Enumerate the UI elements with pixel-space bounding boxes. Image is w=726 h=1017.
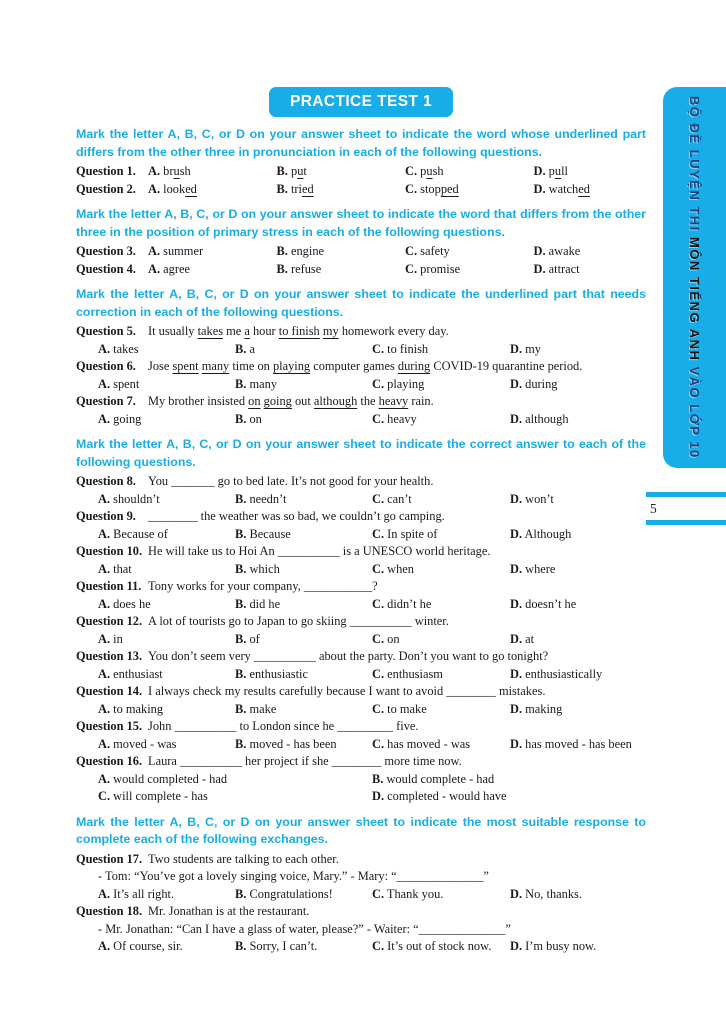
- question-text: [148, 324, 449, 338]
- answer-option: B. of: [235, 631, 260, 646]
- answer-option: C. enthusiasm: [372, 666, 443, 681]
- question-label: Question 11.: [76, 579, 142, 593]
- answer-option: B. moved - has been: [235, 736, 337, 751]
- answer-option-key: C.: [372, 886, 385, 901]
- answer-option-key: C.: [372, 526, 385, 541]
- sidebar-text-segment: VÀO LỚP 10: [687, 366, 702, 459]
- sidebar-vertical-text: [687, 96, 702, 459]
- text-segment: look: [163, 181, 186, 196]
- answer-option-key: B.: [235, 341, 247, 356]
- answer-option-key: B.: [235, 596, 247, 611]
- text-segment: p: [290, 164, 298, 178]
- question-block: [76, 163, 646, 181]
- question-block: [76, 181, 646, 199]
- question-text: John __________ to London since he _________ five.: [148, 719, 419, 733]
- question-line: [76, 613, 646, 631]
- answer-options-row: [76, 938, 646, 956]
- answer-options-row: [76, 411, 646, 429]
- answer-option: A. that: [98, 561, 132, 576]
- answer-option-key: D.: [372, 789, 385, 803]
- page-number-box: [646, 492, 726, 525]
- answer-option: D. completed - would have: [372, 789, 507, 803]
- answer-option-key: C.: [372, 701, 385, 716]
- question-text: He will take us to Hoi An __________ is a UNESCO world heritage.: [148, 544, 491, 558]
- question-text: [148, 359, 582, 373]
- answer-option: [277, 181, 406, 199]
- answer-option-key: C.: [372, 411, 385, 426]
- answer-option-key: D.: [510, 341, 523, 356]
- page-number: 5: [650, 500, 657, 516]
- question-label: Question 4.: [76, 261, 136, 276]
- question-label: Question 10.: [76, 544, 143, 558]
- answer-option-key: B.: [235, 886, 247, 901]
- answer-option-key: B.: [235, 736, 247, 751]
- answer-option: B. engine: [276, 244, 325, 258]
- answer-option: B. Congratulations!: [235, 886, 333, 901]
- answer-option: D. during: [510, 376, 558, 391]
- sidebar-text-segment: BỘ ĐỀ LUYỆN THI: [687, 96, 702, 238]
- section: [76, 126, 646, 198]
- answer-options-row: [76, 701, 646, 719]
- answer-option: B. make: [235, 701, 277, 716]
- question-block: [76, 753, 646, 806]
- question-block: [76, 358, 646, 393]
- answer-option-key: C.: [372, 666, 385, 681]
- page-number-bottom-rule: [646, 520, 726, 525]
- answer-option: D. although: [510, 411, 569, 426]
- text-segment: hour: [249, 324, 279, 338]
- underlined-segment: ed: [302, 181, 314, 196]
- question-line: [76, 358, 646, 376]
- text-segment: tri: [290, 181, 302, 196]
- question-label: Question 6.: [76, 359, 136, 373]
- answer-option: C. to finish: [372, 341, 429, 356]
- answer-option: C. has moved - was: [372, 736, 471, 751]
- question-label: Question 17.: [76, 851, 143, 866]
- question-block: [76, 393, 646, 428]
- answer-option-key: A.: [98, 771, 111, 786]
- underlined-segment: ped: [440, 181, 459, 196]
- answer-options-row: [76, 788, 646, 806]
- text-segment: p: [548, 164, 555, 178]
- practice-test-title-box: [269, 87, 453, 117]
- underlined-segment: u: [173, 164, 180, 178]
- question-text: ________ the weather was so bad, we couldn’t go camping.: [148, 509, 445, 523]
- question-label: Question 13.: [76, 649, 143, 663]
- section-instruction: Mark the letter A, B, C, or D on your answer sheet to indicate the most suitable response to complete each of the following exchanges.: [76, 814, 646, 846]
- answer-option-key: D.: [510, 701, 523, 716]
- answer-option: D. enthusiastically: [510, 666, 603, 681]
- answer-option: D. my: [510, 341, 541, 356]
- answer-option: D. making: [510, 701, 563, 716]
- sidebar-text-segment: MÔN TIẾNG ANH: [687, 237, 702, 367]
- answer-option-key: D.: [510, 411, 523, 426]
- answer-option-key: A.: [98, 666, 111, 681]
- answer-option: A. summer: [148, 244, 204, 258]
- answer-option-key: A.: [148, 261, 161, 276]
- answer-options-row: [76, 886, 646, 904]
- answer-option: C. when: [372, 561, 414, 576]
- answer-option-key: D.: [533, 181, 546, 196]
- section-instruction: Mark the letter A, B, C, or D on your answer sheet to indicate the underlined part that needs correction in each of the following questions.: [76, 287, 646, 319]
- question-label: Question 2.: [76, 181, 136, 196]
- question-text: Two students are talking to each other.: [148, 851, 339, 866]
- answer-option-key: C.: [372, 939, 385, 953]
- answer-option: B. did he: [235, 596, 281, 611]
- answer-options-row: [76, 666, 646, 684]
- answer-options-row: [76, 376, 646, 394]
- answer-option-key: A.: [98, 886, 111, 901]
- answer-option: C. on: [372, 631, 400, 646]
- section-instruction: Mark the letter A, B, C, or D on your answer sheet to indicate the word that differs from the other three in the position of primary stress in each of the following questions.: [76, 207, 646, 239]
- answer-options-row: [76, 736, 646, 754]
- underlined-segment: during: [397, 359, 431, 373]
- text-segment: rain.: [408, 394, 434, 408]
- question-line: [76, 543, 646, 561]
- answer-option: [534, 163, 647, 181]
- answer-option: B. a: [235, 341, 255, 356]
- answer-option-key: D.: [510, 666, 523, 681]
- answer-options-row: [76, 341, 646, 359]
- underlined-segment: going: [263, 394, 292, 408]
- answer-option-key: A.: [148, 181, 161, 196]
- answer-option-key: A.: [98, 561, 111, 576]
- question-line: [76, 851, 646, 869]
- answer-option-key: C.: [372, 376, 385, 391]
- answer-option: D. No, thanks.: [510, 886, 582, 901]
- answer-option-key: D.: [533, 164, 546, 178]
- underlined-segment: a: [244, 324, 250, 338]
- answer-option-key: B.: [235, 561, 247, 576]
- answer-option: B. Sorry, I can’t.: [235, 939, 318, 953]
- answer-option-key: C.: [405, 261, 418, 276]
- text-segment: br: [163, 164, 174, 178]
- answer-option-key: A.: [148, 244, 161, 258]
- text-segment: Jose: [148, 359, 173, 373]
- answer-option-key: C.: [372, 631, 385, 646]
- section: [76, 286, 646, 428]
- answer-option: B. enthusiastic: [235, 666, 308, 681]
- question-label: Question 12.: [76, 614, 143, 628]
- answer-option-key: D.: [510, 561, 523, 576]
- text-segment: watch: [548, 181, 579, 196]
- question-line: [76, 243, 646, 261]
- answer-option: B. many: [235, 376, 278, 391]
- answer-option-key: D.: [533, 244, 546, 258]
- text-segment: COVID-19 quarantine period.: [430, 359, 583, 373]
- underlined-segment: although: [313, 394, 358, 408]
- question-line: [76, 718, 646, 736]
- answer-option: D. at: [510, 631, 535, 646]
- answer-option: C. safety: [405, 244, 450, 258]
- question-line: [76, 903, 646, 921]
- test-content: [76, 87, 646, 956]
- question-text: I always check my results carefully because I want to avoid ________ mistakes.: [148, 684, 546, 698]
- answer-option: D. attract: [533, 261, 580, 276]
- answer-option-key: B.: [235, 701, 247, 716]
- answer-option-key: B.: [235, 376, 247, 391]
- answer-option-key: D.: [510, 939, 523, 953]
- text-segment: the: [357, 394, 379, 408]
- practice-test-title: PRACTICE TEST 1: [289, 93, 433, 110]
- answer-option-key: D.: [510, 631, 523, 646]
- answer-option-key: A.: [98, 376, 111, 391]
- question-label: Question 3.: [76, 244, 136, 258]
- answer-option: B. Because: [235, 526, 291, 541]
- answer-option: C. can’t: [372, 491, 412, 506]
- answer-option-key: A.: [98, 939, 111, 953]
- answer-option-key: A.: [98, 631, 111, 646]
- text-segment: me: [223, 324, 245, 338]
- underlined-segment: u: [426, 164, 433, 178]
- question-text: [148, 394, 434, 408]
- question-block: [76, 903, 646, 956]
- sidebar-banner: [663, 87, 726, 468]
- question-block: [76, 543, 646, 578]
- answer-options-row: [76, 561, 646, 579]
- question-line: [76, 163, 646, 181]
- underlined-segment: ed: [578, 181, 590, 196]
- answer-option-key: A.: [98, 411, 111, 426]
- answer-option-key: A.: [148, 164, 161, 178]
- section-instruction: Mark the letter A, B, C, or D on your answer sheet to indicate the correct answer to each of the following questions.: [76, 437, 646, 469]
- answer-option-key: B.: [276, 261, 288, 276]
- answer-option: A. does he: [98, 596, 151, 611]
- answer-option-key: C.: [372, 736, 385, 751]
- answer-option-key: A.: [98, 596, 111, 611]
- underlined-segment: spent: [172, 359, 199, 373]
- question-line: [76, 181, 646, 199]
- answer-option: C. It’s out of stock now.: [372, 939, 492, 953]
- answer-option: [148, 181, 277, 199]
- answer-option: A. would completed - had: [98, 771, 228, 786]
- answer-option: C. promise: [405, 261, 461, 276]
- question-label: Question 15.: [76, 719, 143, 733]
- section: [76, 814, 646, 956]
- text-segment: It usually: [148, 324, 198, 338]
- question-block: [76, 473, 646, 508]
- underlined-segment: u: [554, 164, 562, 178]
- question-line: [76, 323, 646, 341]
- answer-option: [534, 181, 647, 199]
- answer-option-key: A.: [98, 701, 111, 716]
- answer-option-key: D.: [533, 261, 546, 276]
- text-segment: ll: [561, 164, 568, 178]
- text-segment: time on: [229, 359, 273, 373]
- answer-option-key: C.: [372, 561, 385, 576]
- answer-option: C. In spite of: [372, 526, 438, 541]
- answer-option-key: C.: [405, 244, 418, 258]
- answer-option-key: D.: [510, 886, 523, 901]
- answer-option-key: C.: [372, 341, 385, 356]
- answer-options-row: [76, 526, 646, 544]
- text-segment: computer games: [310, 359, 398, 373]
- answer-option: B. on: [235, 411, 262, 426]
- text-segment: homework every day.: [338, 324, 449, 338]
- answer-option: [277, 163, 406, 181]
- underlined-segment: many: [201, 359, 230, 373]
- underlined-segment: on: [248, 394, 261, 408]
- question-block: [76, 613, 646, 648]
- sections-container: [76, 126, 646, 956]
- answer-option-key: C.: [372, 491, 385, 506]
- answer-option: D. I’m busy now.: [510, 939, 597, 953]
- text-segment: stop: [420, 181, 441, 196]
- answer-option: C. didn’t he: [372, 596, 432, 611]
- answer-option-key: C.: [405, 164, 418, 178]
- question-label: Question 8.: [76, 474, 136, 488]
- answer-option-key: A.: [98, 341, 111, 356]
- underlined-segment: u: [297, 164, 304, 178]
- answer-option-key: A.: [98, 526, 111, 541]
- answer-option-key: B.: [235, 491, 247, 506]
- answer-option-key: D.: [510, 526, 523, 541]
- question-line: [76, 753, 646, 771]
- answer-options-row: [76, 491, 646, 509]
- answer-option: D. won’t: [510, 491, 554, 506]
- answer-option: C. will complete - has: [98, 789, 208, 803]
- answer-option: D. Although: [510, 526, 572, 541]
- answer-option-key: D.: [510, 376, 523, 391]
- question-block: [76, 683, 646, 718]
- question-label: Question 14.: [76, 684, 143, 698]
- answer-option: A. takes: [98, 341, 139, 356]
- text-segment: out: [291, 394, 314, 408]
- text-segment: sh: [179, 164, 191, 178]
- answer-option: A. in: [98, 631, 123, 646]
- answer-option-key: B.: [235, 411, 247, 426]
- answer-option-key: B.: [276, 164, 288, 178]
- question-label: Question 7.: [76, 394, 136, 408]
- underlined-segment: ed: [185, 181, 197, 196]
- answer-options-row: [76, 596, 646, 614]
- question-label: Question 16.: [76, 754, 143, 768]
- question-text: A lot of tourists go to Japan to go skiing __________ winter.: [148, 614, 449, 628]
- answer-option: [405, 163, 534, 181]
- answer-option-key: B.: [235, 526, 247, 541]
- text-segment: t: [303, 164, 307, 178]
- question-line: [76, 261, 646, 279]
- answer-option-key: B.: [235, 939, 247, 953]
- answer-options-row: [76, 771, 646, 789]
- answer-option: B. refuse: [276, 261, 322, 276]
- underlined-segment: playing: [272, 359, 311, 373]
- question-text: You don’t seem very __________ about the party. Don’t you want to go tonight?: [148, 649, 549, 663]
- text-segment: My brother insisted: [148, 394, 249, 408]
- question-block: [76, 243, 646, 261]
- question-block: [76, 261, 646, 279]
- answer-option: A. agree: [148, 261, 190, 276]
- answer-option: D. awake: [533, 244, 581, 258]
- underlined-segment: my: [322, 324, 339, 338]
- answer-option: A. enthusiast: [98, 666, 163, 681]
- question-block: [76, 578, 646, 613]
- answer-option: C. heavy: [372, 411, 417, 426]
- answer-option-key: D.: [510, 491, 523, 506]
- answer-option-key: B.: [235, 666, 247, 681]
- answer-option-key: C.: [372, 596, 385, 611]
- question-dialogue: - Tom: “You’ve got a lovely singing voice, Mary.” - Mary: “______________”: [98, 869, 489, 883]
- underlined-segment: heavy: [378, 394, 409, 408]
- answer-option: A. shouldn’t: [98, 491, 160, 506]
- section-instruction: Mark the letter A, B, C, or D on your answer sheet to indicate the word whose underlined part differs from the other three in pronunciation in each of the following questions.: [76, 127, 646, 159]
- question-line: [76, 508, 646, 526]
- answer-option: B. which: [235, 561, 280, 576]
- answer-option: C. playing: [372, 376, 425, 391]
- answer-option-key: B.: [235, 631, 247, 646]
- answer-option: A. It’s all right.: [98, 886, 175, 901]
- question-line: [76, 473, 646, 491]
- question-label: Question 9.: [76, 509, 136, 523]
- text-segment: p: [420, 164, 427, 178]
- question-block: [76, 718, 646, 753]
- answer-option: B. needn’t: [235, 491, 287, 506]
- answer-option-key: A.: [98, 491, 111, 506]
- question-text: Mr. Jonathan is at the restaurant.: [148, 904, 310, 918]
- question-line: [76, 393, 646, 411]
- answer-option: A. moved - was: [98, 736, 177, 751]
- answer-option-key: A.: [98, 736, 111, 751]
- question-label: Question 1.: [76, 164, 136, 178]
- question-text: Laura __________ her project if she ________ more time now.: [148, 754, 462, 768]
- question-block: [76, 323, 646, 358]
- answer-option: A. Because of: [98, 526, 168, 541]
- question-text: You _______ go to bed late. It’s not good for your health.: [148, 474, 434, 488]
- answer-options-row: [76, 631, 646, 649]
- underlined-segment: takes: [197, 324, 224, 338]
- question-label: Question 18.: [76, 904, 143, 918]
- answer-option-key: C.: [98, 789, 111, 803]
- question-block: [76, 851, 646, 904]
- answer-option: [148, 163, 277, 181]
- section: [76, 206, 646, 278]
- answer-option: A. Of course, sir.: [98, 939, 183, 953]
- question-line: [76, 648, 646, 666]
- answer-option-key: D.: [510, 596, 523, 611]
- question-block: [76, 508, 646, 543]
- question-line: [76, 683, 646, 701]
- question-text: Tony works for your company, ___________?: [148, 579, 378, 593]
- question-line: [76, 578, 646, 596]
- section: [76, 436, 646, 806]
- answer-option: B. would complete - had: [372, 771, 495, 786]
- answer-option: [405, 181, 534, 199]
- answer-option: C. to make: [372, 701, 427, 716]
- answer-option: A. to making: [98, 701, 164, 716]
- answer-option-key: B.: [276, 181, 288, 196]
- answer-option-key: D.: [510, 736, 523, 751]
- answer-option-key: B.: [372, 771, 384, 786]
- answer-option-key: C.: [405, 181, 418, 196]
- question-block: [76, 648, 646, 683]
- underlined-segment: to finish: [278, 324, 320, 338]
- answer-option: A. going: [98, 411, 142, 426]
- answer-option: D. has moved - has been: [510, 736, 632, 751]
- text-segment: sh: [432, 164, 444, 178]
- question-label: Question 5.: [76, 324, 136, 338]
- question-dialogue: - Mr. Jonathan: “Can I have a glass of water, please?” - Waiter: “______________”: [98, 921, 511, 936]
- answer-option: D. doesn’t he: [510, 596, 577, 611]
- answer-option: D. where: [510, 561, 556, 576]
- answer-option: C. Thank you.: [372, 886, 444, 901]
- answer-option: A. spent: [98, 376, 140, 391]
- answer-option-key: B.: [276, 244, 288, 258]
